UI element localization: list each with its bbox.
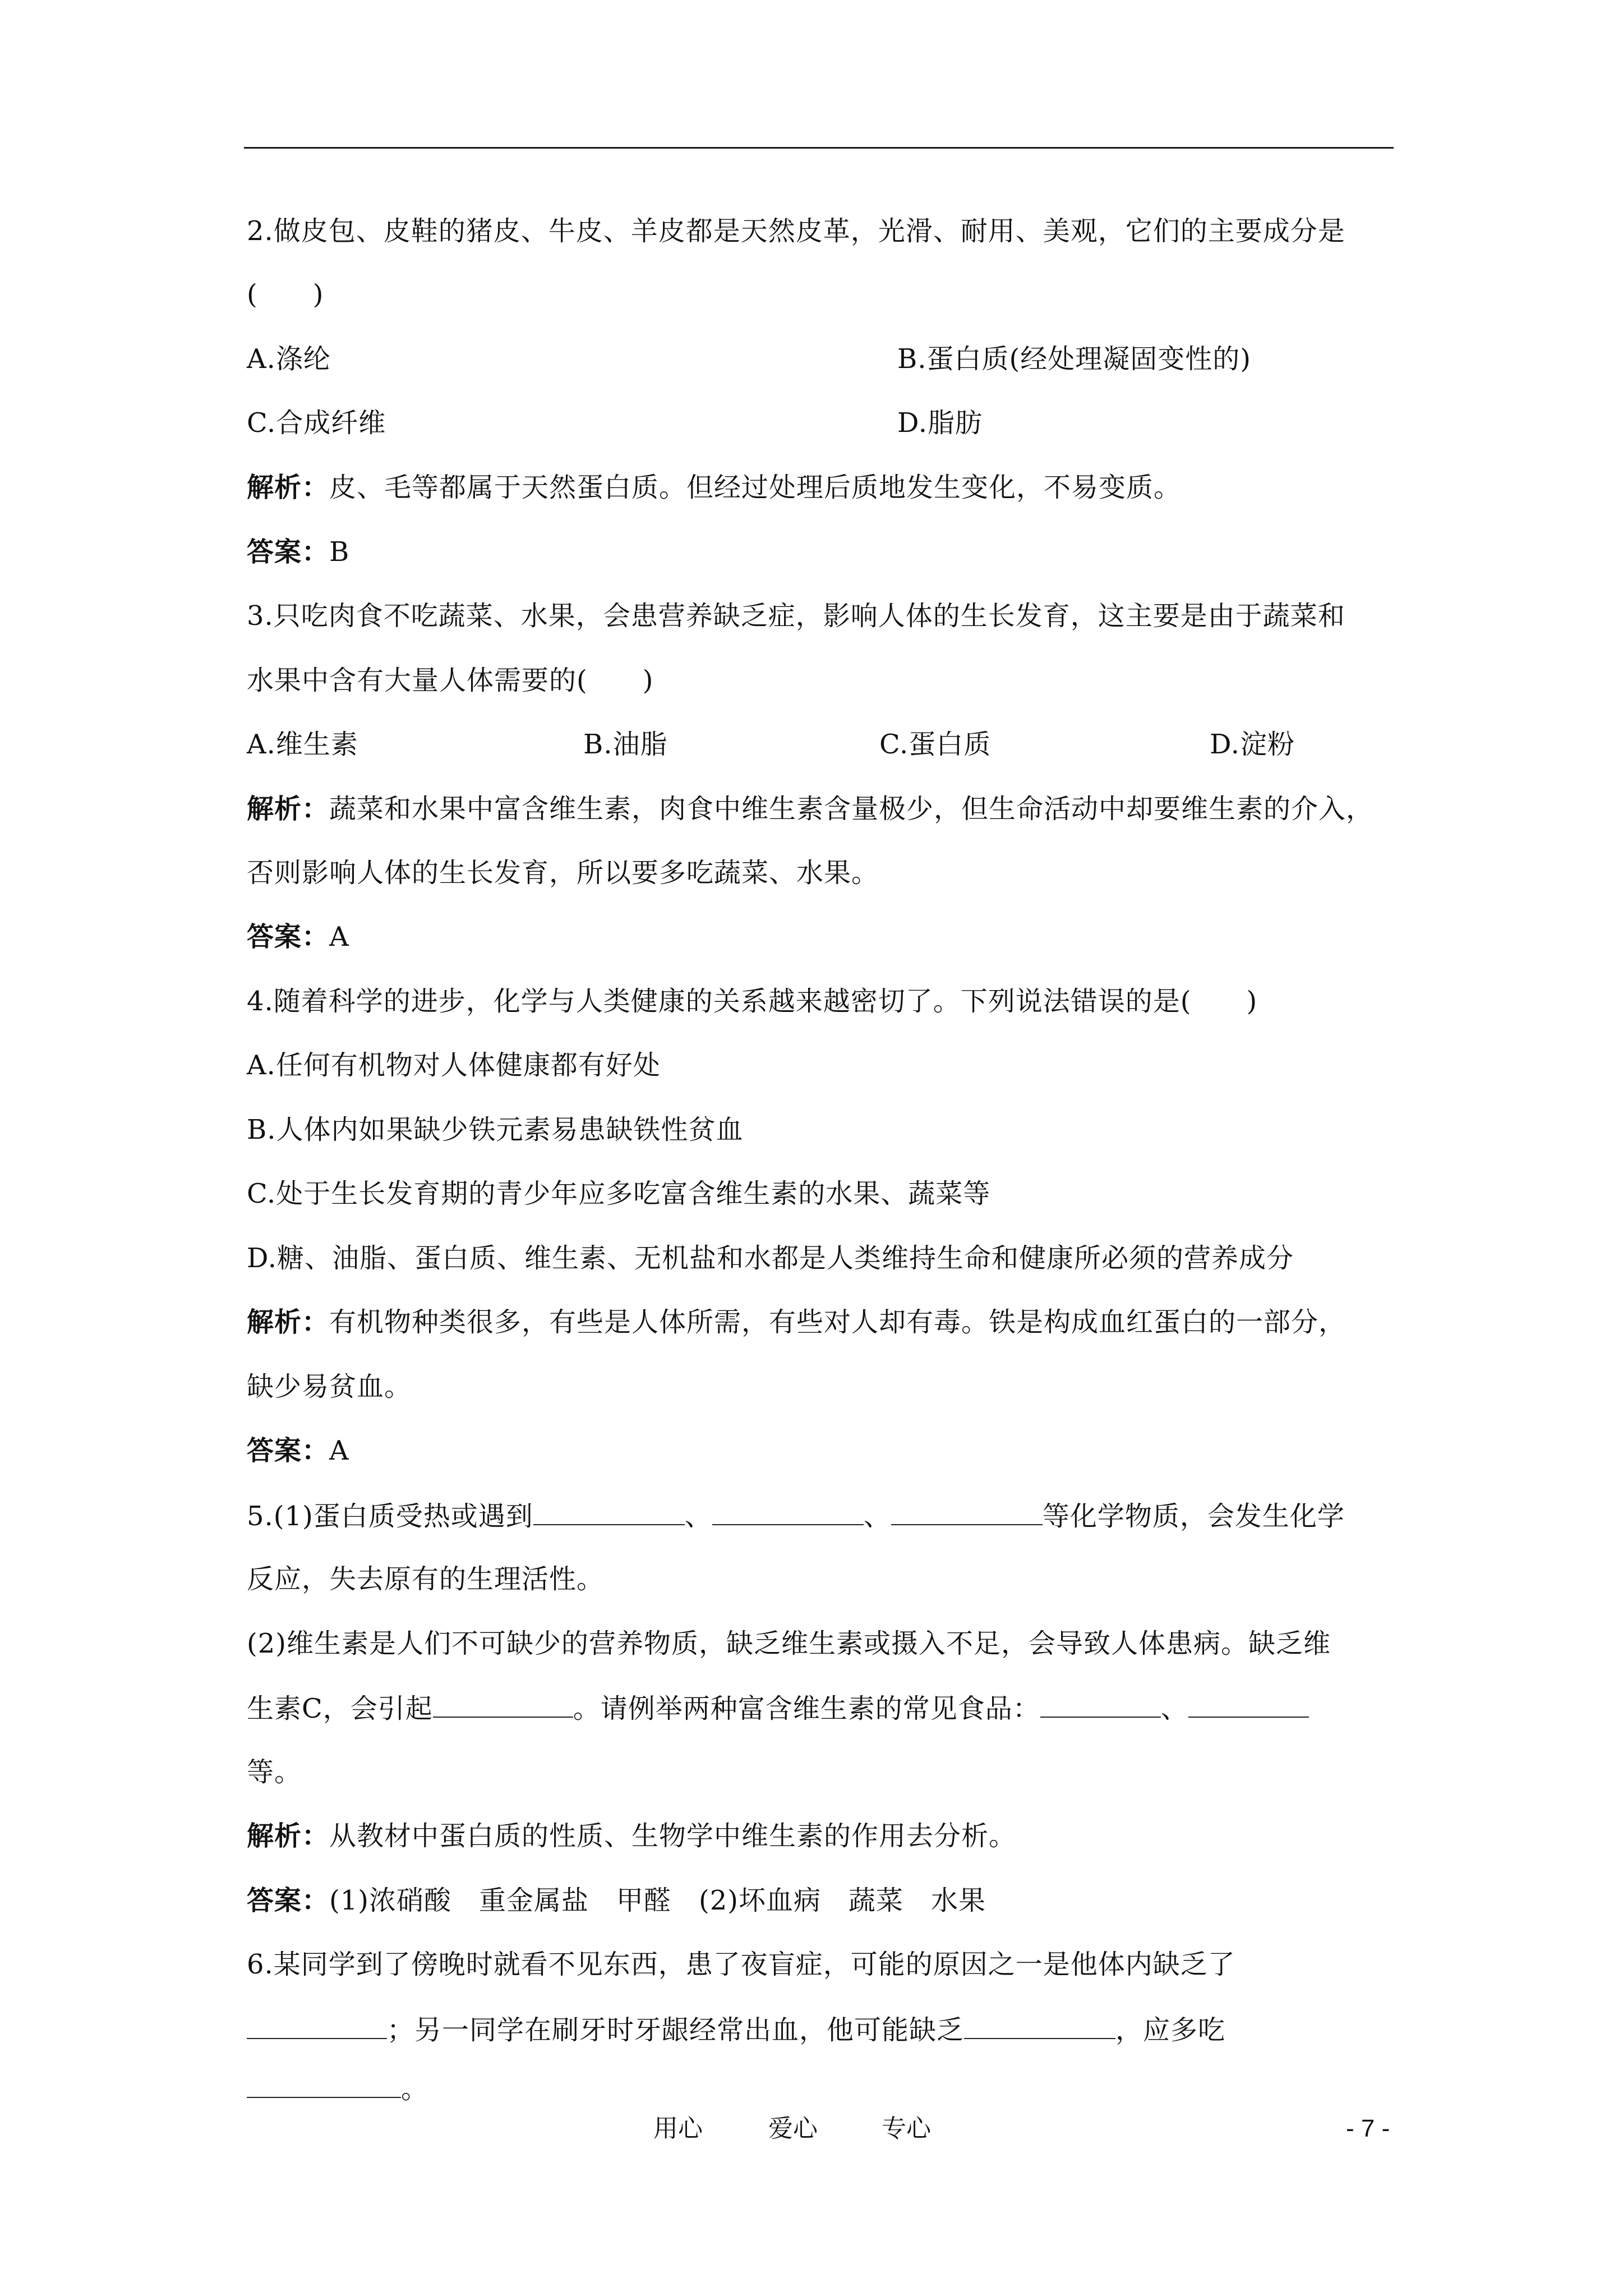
q5-analysis: [247, 1818, 1016, 1854]
header-rule: [244, 147, 1394, 149]
footer-motto-2: 爱心: [768, 2114, 818, 2143]
q4-option-c: C.处于生长发育期的青少年应多吃富含维生素的水果、蔬菜等: [247, 1178, 991, 1209]
q5-line1-tail: 等化学物质，会发生化学: [1042, 1501, 1345, 1532]
q3-answer: [247, 919, 349, 955]
q4-option-d: D.糖、油脂、蛋白质、维生素、无机盐和水都是人类维持生命和健康所必须的营养成分: [247, 1243, 1294, 1274]
separator: 、: [1160, 1693, 1188, 1724]
q5-analysis-text: 从教材中蛋白质的性质、生物学中维生素的作用去分析。: [329, 1820, 1017, 1852]
q2-answer-value: B: [329, 536, 350, 568]
footer-motto-1: 用心: [653, 2114, 703, 2143]
q3-option-d: D.淀粉: [1210, 729, 1295, 760]
q2-stem-line1: 2.做皮包、皮鞋的猪皮、牛皮、羊皮都是天然皮革，光滑、耐用、美观，它们的主要成分是: [247, 215, 1345, 247]
q3-option-c: C.蛋白质: [879, 729, 992, 760]
q5-line1-text: 5.(1)蛋白质受热或遇到: [247, 1501, 533, 1532]
q6-line2-tail: ，应多吃: [1115, 2014, 1226, 2046]
q5-line4-mid: 。请例举两种富含维生素的常见食品：: [573, 1693, 1040, 1724]
q4-analysis-line1: [247, 1304, 1346, 1340]
q5-answer: [247, 1883, 986, 1918]
answer-label: 答案：: [247, 921, 330, 953]
q2-option-a: A.涤纶: [247, 343, 331, 375]
q3-analysis-text: 蔬菜和水果中富含维生素，肉食中维生素含量极少，但生命活动中却要维生素的介入，: [329, 793, 1374, 825]
answer-label: 答案：: [247, 1885, 330, 1916]
analysis-label: 解析：: [247, 1820, 330, 1852]
q2-option-b: B.蛋白质(经处理凝固变性的): [897, 343, 1251, 375]
q6-line1: 6.某同学到了傍晚时就看不见东西，患了夜盲症，可能的原因之一是他体内缺乏了: [247, 1949, 1235, 1980]
q4-stem: 4.随着科学的进步，化学与人类健康的关系越来越密切了。下列说法错误的是( ): [247, 986, 1258, 1017]
q5-line4: [247, 1690, 1309, 1727]
q6-line3: [247, 2070, 428, 2107]
blank-field[interactable]: [1040, 1690, 1161, 1718]
q3-analysis-line1: [247, 791, 1373, 827]
footer-motto-3: 专心: [882, 2114, 931, 2143]
analysis-label: 解析：: [247, 793, 330, 825]
blank-field[interactable]: [891, 1497, 1043, 1525]
q2-stem-line2: ( ): [247, 279, 324, 310]
blank-field[interactable]: [1188, 1690, 1309, 1718]
q6-line2-text: ；另一同学在刷牙时牙龈经常出血，他可能缺乏: [387, 2014, 965, 2046]
q6-line2: [247, 2011, 1225, 2048]
q4-option-b: B.人体内如果缺少铁元素易患缺铁性贫血: [247, 1114, 744, 1145]
q5-line1: [247, 1497, 1345, 1534]
separator: 、: [684, 1501, 712, 1532]
answer-label: 答案：: [247, 536, 330, 568]
blank-field[interactable]: [247, 2011, 387, 2039]
blank-field[interactable]: [247, 2070, 401, 2098]
q3-stem-line2: 水果中含有大量人体需要的( ): [247, 665, 654, 696]
page-number: - 7 -: [1346, 2115, 1390, 2142]
q3-answer-value: A: [329, 921, 349, 953]
blank-field[interactable]: [433, 1690, 573, 1718]
q6-line3-end: 。: [401, 2073, 429, 2105]
q2-analysis-text: 皮、毛等都属于天然蛋白质。但经过处理后质地发生变化，不易变质。: [329, 472, 1182, 503]
q5-answer-value: (1)浓硝酸 重金属盐 甲醛 (2)坏血病 蔬菜 水果: [329, 1885, 986, 1916]
q4-analysis-line2: 缺少易贫血。: [247, 1371, 412, 1402]
blank-field[interactable]: [712, 1497, 864, 1525]
q5-line2: 反应，失去原有的生理活性。: [247, 1563, 605, 1595]
q2-option-d: D.脂肪: [897, 407, 983, 439]
q3-option-b: B.油脂: [583, 729, 668, 760]
q4-answer: [247, 1433, 349, 1469]
analysis-label: 解析：: [247, 472, 330, 503]
q5-line5: 等。: [247, 1756, 302, 1788]
q2-analysis: [247, 470, 1181, 505]
analysis-label: 解析：: [247, 1306, 330, 1338]
q4-analysis-text: 有机物种类很多，有些是人体所需，有些对人却有毒。铁是构成血红蛋白的一部分，: [329, 1306, 1347, 1338]
q4-answer-value: A: [329, 1435, 349, 1466]
q2-option-c: C.合成纤维: [247, 407, 386, 439]
q3-option-a: A.维生素: [247, 729, 358, 760]
q5-line4-text: 生素C，会引起: [247, 1693, 433, 1724]
separator: 、: [863, 1501, 891, 1532]
q2-answer: [247, 534, 349, 570]
blank-field[interactable]: [533, 1497, 685, 1525]
q3-analysis-line2: 否则影响人体的生长发育，所以要多吃蔬菜、水果。: [247, 857, 879, 889]
q3-stem-line1: 3.只吃肉食不吃蔬菜、水果，会患营养缺乏症，影响人体的生长发育，这主要是由于蔬菜和: [247, 600, 1345, 632]
q4-option-a: A.任何有机物对人体健康都有好处: [247, 1050, 661, 1081]
blank-field[interactable]: [964, 2011, 1115, 2039]
q5-line3: (2)维生素是人们不可缺少的营养物质，缺乏维生素或摄入不足，会导致人体患病。缺乏维: [247, 1628, 1331, 1659]
answer-label: 答案：: [247, 1435, 330, 1466]
